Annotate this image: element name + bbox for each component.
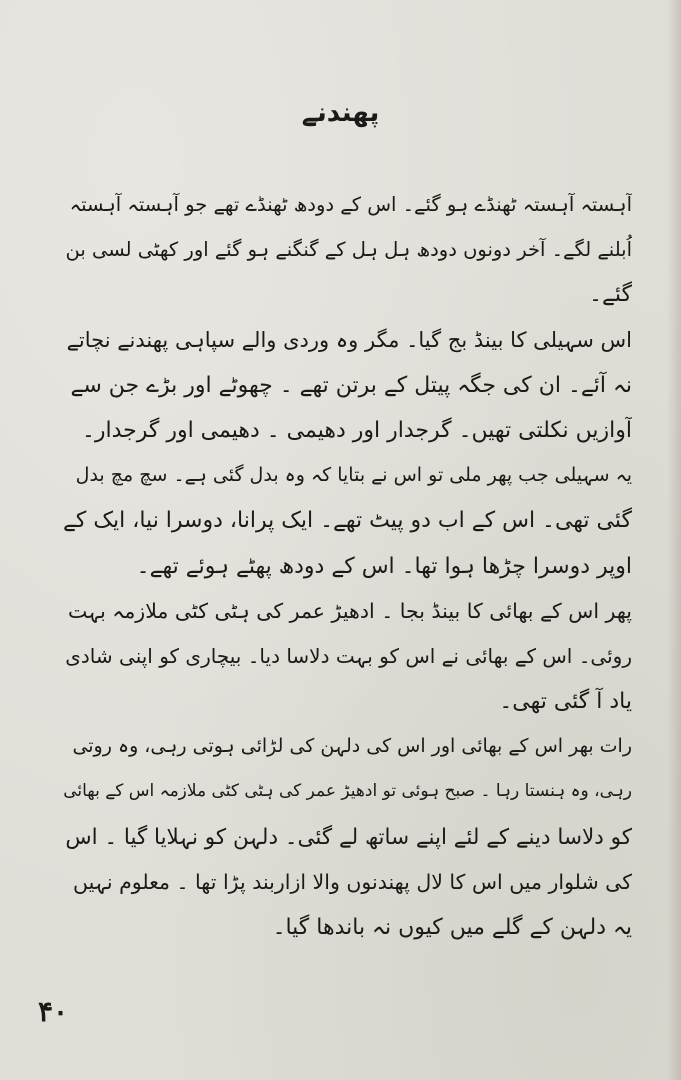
paragraph [62,453,632,589]
text-line: گئی تھی۔ اس کے اب دو پیٹ تھے۔ ایک پرانا، دوسرا نیا، ایک کے [62,508,632,534]
text-line: کی شلوار میں اس کا لال پھندنوں والا ازاربند پڑا تھا ۔ معلوم نہیں [73,869,632,894]
text-line: یہ دلہن کے گلے میں کیوں نہ باندھا گیا۔ [272,915,632,940]
text-line: اُبلنے لگے۔ آخر دونوں دودھ ہل ہل کے گنگنے ہو گئے اور کھٹی لسی بن [65,238,632,262]
text-line: آہستہ آہستہ ٹھنڈے ہو گئے۔ اس کے دودھ ٹھنڈے تھے جو آہستہ آہستہ [69,193,632,216]
text-line: پھر اس کے بھائی کا بینڈ بجا ۔ ادھیڑ عمر کی ہٹی کٹی ملازمہ بہت [67,598,632,623]
text-line: رات بھر اس کے بھائی اور اس کی دلہن کی لڑائی ہوتی رہی، وہ روتی [72,735,632,758]
text-line: رہی، وہ ہنستا رہا ۔ صبح ہوئی تو ادھیڑ عمر کی ہٹی کٹی ملازمہ اس کے بھائی [63,781,632,802]
body-text [62,182,632,950]
page-number: ۴۰ [38,995,69,1028]
text-line: گئے۔ [589,282,632,308]
text-line: روئی۔ اس کے بھائی نے اس کو بہت دلاسا دیا۔ بیچاری کو اپنی شادی [65,643,632,668]
text-line: نہ آئے۔ ان کی جگہ پیتل کے برتن تھے ۔ چھوٹے اور بڑے جن سے [70,372,632,398]
text-line: اس سہیلی کا بینڈ بج گیا۔ مگر وہ وردی والے سپاہی پھندنے نچاتے [66,327,632,352]
paragraph [62,182,632,318]
chapter-heading: پھندنے [301,98,380,128]
text-line: آوازیں نکلتی تھیں۔ گرجدار اور دھیمی ۔ دھیمی اور گرجدار۔ [81,417,632,443]
paragraph [62,589,632,725]
text-line: اوپر دوسرا چڑھا ہوا تھا۔ اس کے دودھ پھٹے ہوئے تھے۔ [136,553,632,579]
paragraph [62,318,632,454]
text-line: کو دلاسا دینے کے لئے اپنے ساتھ لے گئی۔ دلہن کو نہلایا گیا ۔ اس [65,824,632,850]
text-line: یاد آ گئی تھی۔ [499,689,632,715]
text-line: یہ سہیلی جب پھر ملی تو اس نے بتایا کہ وہ بدل گئی ہے۔ سچ مچ بدل [75,464,632,487]
paragraph [62,724,632,950]
